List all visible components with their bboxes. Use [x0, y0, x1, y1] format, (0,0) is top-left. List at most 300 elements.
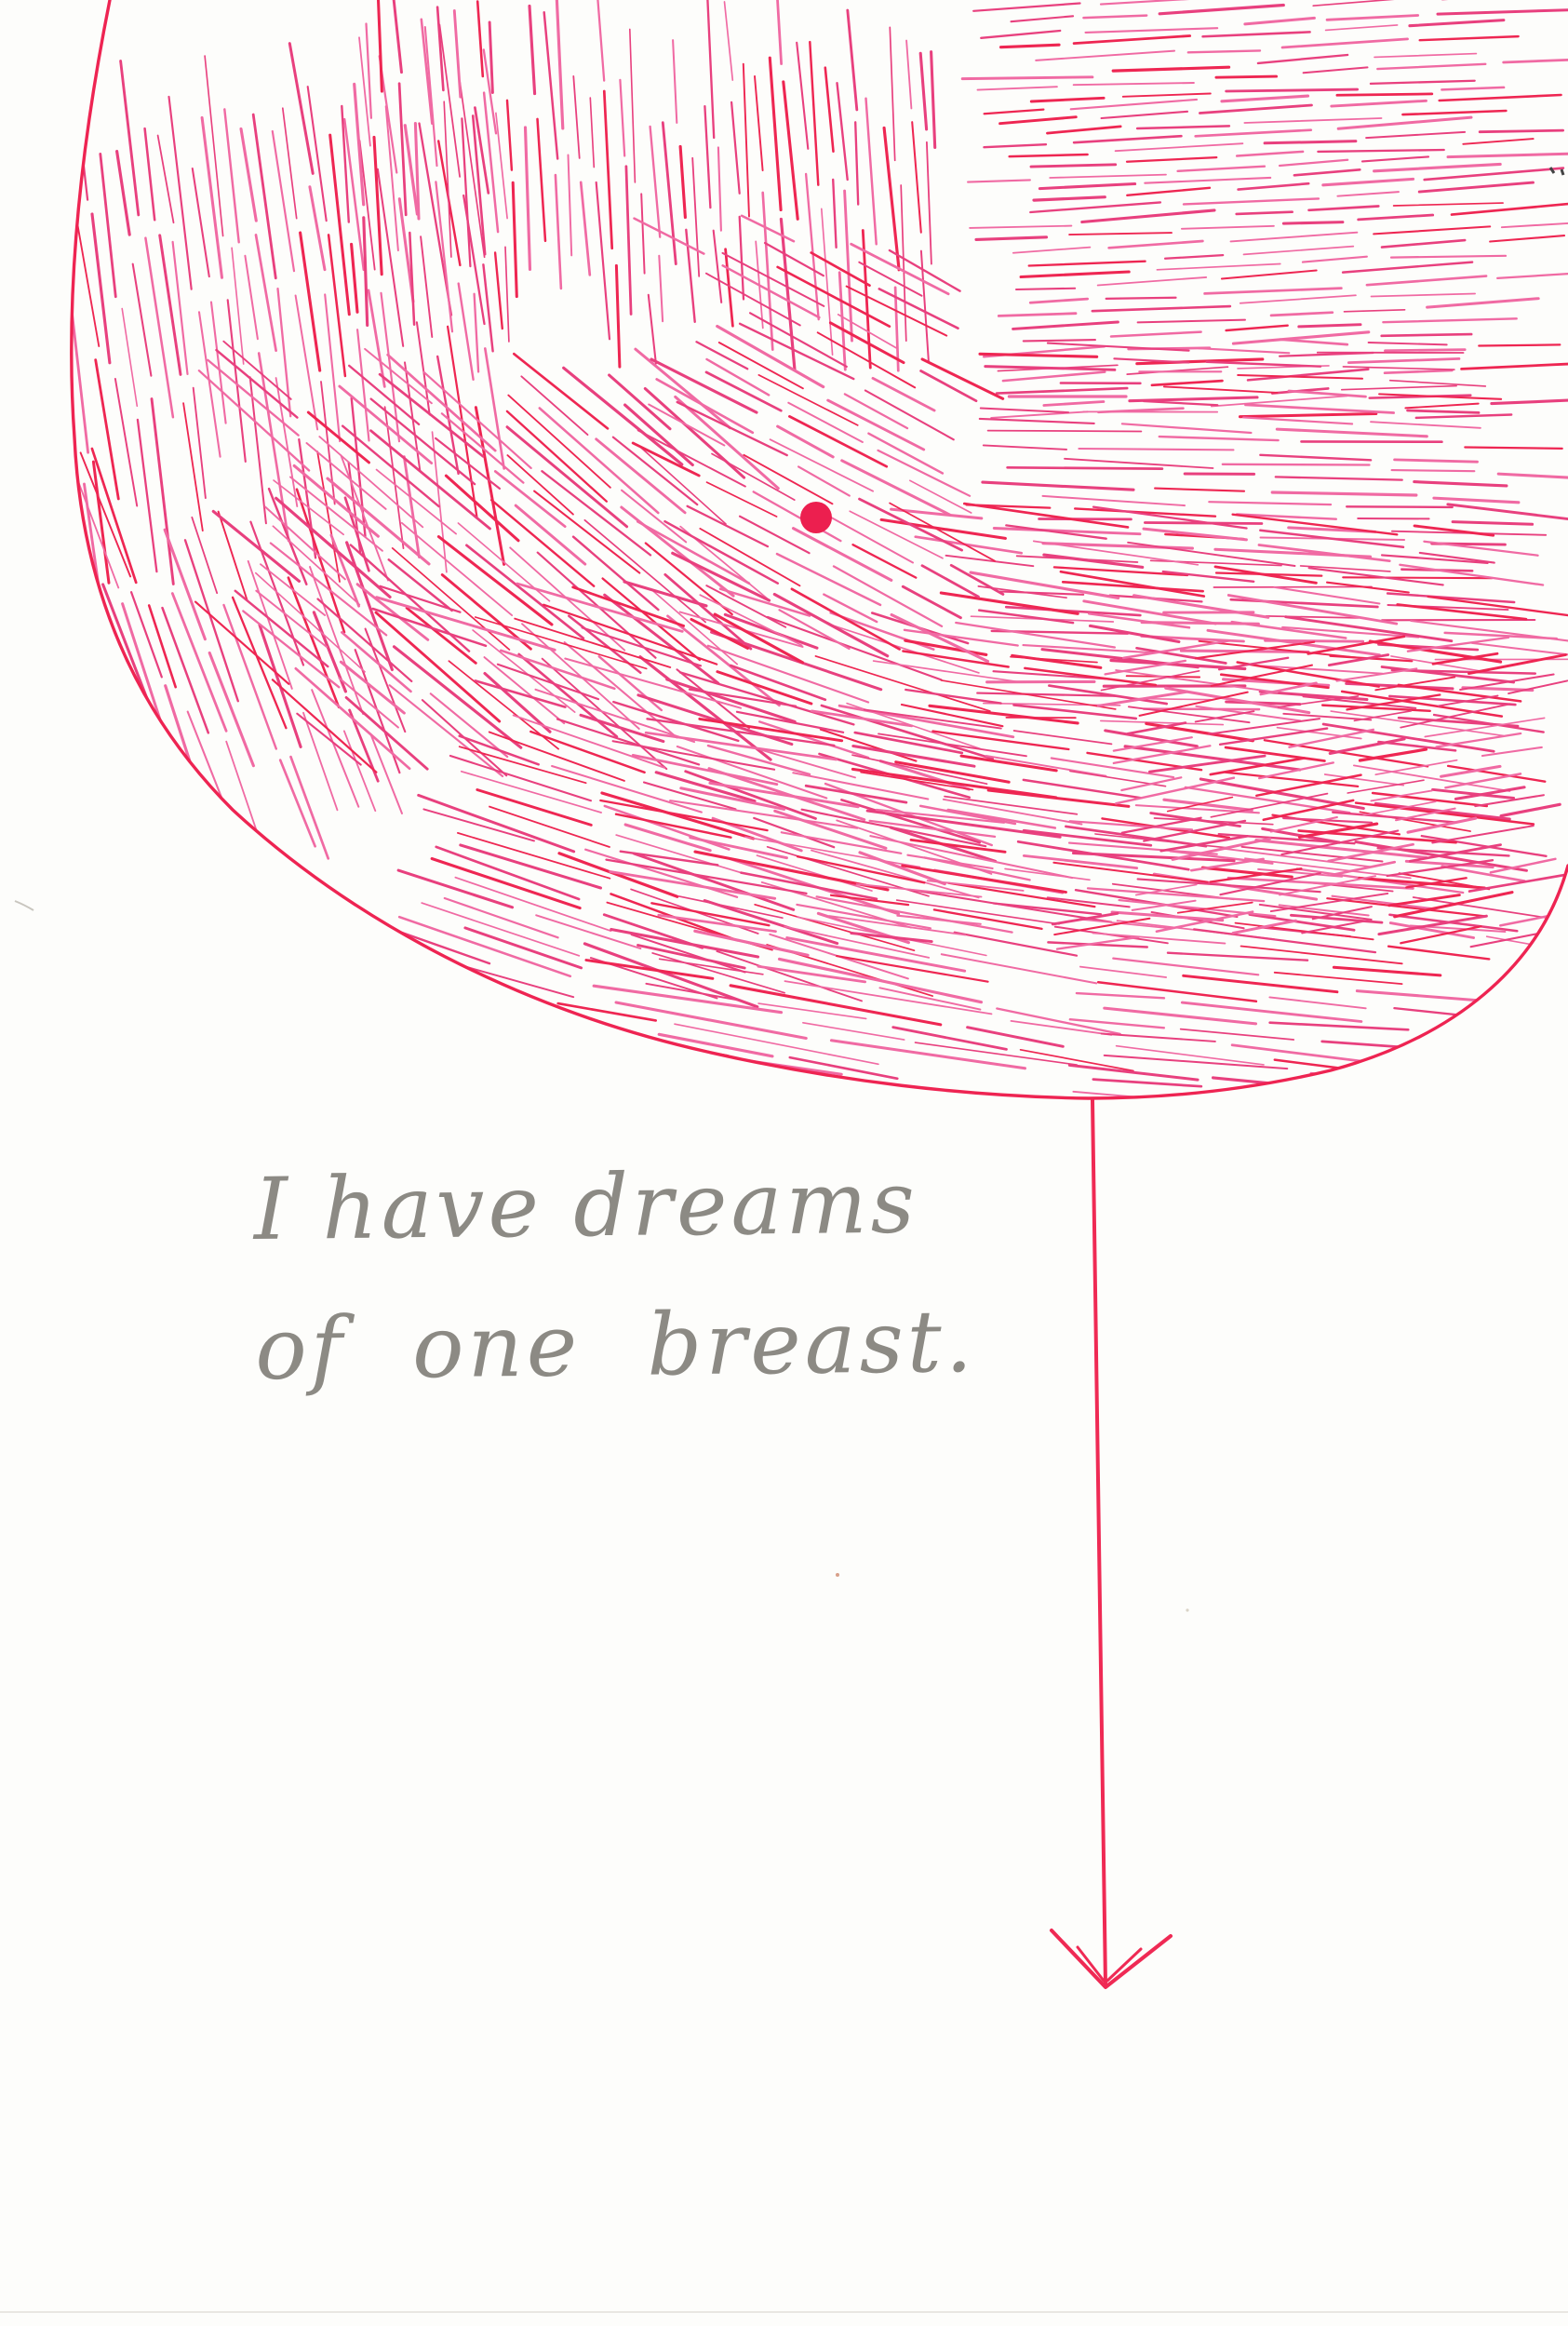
hatch-stroke	[195, 602, 288, 684]
hatch-stroke	[1432, 826, 1534, 842]
hatch-stroke	[848, 10, 857, 110]
hatch-stroke	[477, 2, 483, 77]
hatch-stroke	[342, 426, 438, 506]
hatch-stroke	[507, 101, 512, 170]
hatch-stroke	[158, 136, 174, 223]
hatch-stroke	[1348, 358, 1459, 362]
hatch-stroke	[1155, 489, 1244, 491]
hatch-stroke	[1392, 470, 1475, 471]
hatch-stroke	[1427, 299, 1539, 307]
hatch-stroke	[784, 82, 797, 219]
hatch-stroke	[1203, 32, 1310, 36]
hatch-stroke	[1145, 178, 1270, 183]
hatch-stroke	[1258, 55, 1347, 63]
hatch-stroke	[1299, 325, 1360, 327]
hatch-stroke	[646, 984, 738, 1001]
hatch-stroke	[833, 180, 836, 248]
hatch-stroke	[897, 916, 980, 924]
hatch-stroke	[145, 238, 173, 418]
hatch-stroke	[241, 128, 256, 221]
hatch-stroke	[573, 76, 579, 158]
hatch-stroke	[1237, 152, 1303, 156]
hatch-stroke	[1003, 372, 1105, 382]
hatch-stroke	[1440, 95, 1561, 101]
hatch-stroke	[810, 42, 818, 185]
hatch-stroke	[1113, 959, 1258, 975]
hatch-stroke	[377, 470, 457, 534]
hatch-stroke	[1013, 322, 1119, 329]
hatch-stroke	[1243, 417, 1352, 424]
hatch-stroke	[620, 80, 624, 156]
hatch-stroke	[1123, 94, 1211, 97]
hatch-stroke	[1382, 240, 1465, 248]
hatch-stroke	[1116, 143, 1243, 151]
hatch-stroke	[778, 426, 834, 457]
hatch-stroke	[1289, 391, 1366, 397]
hatch-stroke	[423, 809, 534, 840]
hatch-stroke	[446, 476, 518, 541]
hatch-stroke	[673, 40, 677, 123]
hatch-stroke	[723, 253, 824, 306]
hatch-stroke	[866, 99, 877, 245]
hatch-stroke	[1105, 1008, 1256, 1024]
hatch-stroke	[921, 371, 976, 401]
hatch-stroke	[1463, 139, 1533, 144]
hatch-stroke	[1390, 381, 1486, 386]
hatch-stroke	[604, 91, 611, 249]
hatch-stroke	[1082, 210, 1214, 222]
hatch-stroke	[1112, 912, 1223, 921]
hatch-stroke	[878, 450, 971, 496]
hatch-stroke	[1322, 1042, 1445, 1050]
hatch-stroke	[1137, 126, 1229, 128]
hatch-stroke	[1244, 247, 1354, 255]
hatch-stroke	[133, 264, 152, 376]
hatch-stroke	[1374, 226, 1490, 234]
hatch-stroke	[1367, 276, 1486, 286]
hatch-stroke	[1012, 16, 1074, 21]
hatch-stroke	[367, 24, 371, 118]
hatch-stroke	[131, 592, 162, 677]
hatch-stroke	[822, 208, 833, 355]
hatch-stroke	[1010, 155, 1088, 156]
hatch-stroke	[529, 6, 535, 93]
hatch-stroke	[1377, 64, 1485, 69]
hatch-stroke	[1275, 587, 1380, 604]
hatch-stroke	[1441, 87, 1504, 90]
hatch-stroke	[1498, 474, 1568, 477]
hatch-stroke	[590, 98, 594, 168]
hatch-stroke	[224, 605, 276, 749]
hatch-stroke	[556, 175, 561, 289]
hatch-stroke	[742, 216, 794, 241]
paper-speck	[836, 1573, 839, 1577]
hatch-stroke	[638, 430, 745, 486]
hatch-stroke	[777, 0, 782, 63]
hatch-stroke	[707, 0, 715, 138]
hatch-stroke	[199, 312, 221, 456]
hatch-stroke	[884, 128, 899, 270]
hatch-stroke	[1408, 410, 1479, 412]
hatch-stroke	[484, 49, 496, 133]
hatch-stroke	[1465, 448, 1561, 449]
hatch-stroke	[1184, 198, 1319, 204]
hatch-stroke	[245, 256, 258, 339]
hatch-stroke	[574, 1055, 704, 1075]
hatch-stroke	[569, 155, 572, 256]
hatch-stroke	[825, 68, 834, 152]
hatch-stroke	[1462, 364, 1568, 370]
hatch-stroke	[985, 110, 1044, 114]
hatch-stroke	[117, 152, 130, 235]
hatch-stroke	[1184, 975, 1337, 991]
hatch-stroke	[1125, 746, 1300, 770]
hatch-stroke	[740, 517, 810, 554]
hatch-stroke	[489, 733, 624, 781]
hatch-stroke	[763, 193, 773, 350]
hatch-stroke	[983, 482, 1133, 490]
hatch-stroke	[1372, 294, 1476, 297]
hatch-stroke	[1277, 429, 1427, 437]
hatch-stroke	[372, 965, 463, 991]
hatch-stroke	[853, 746, 974, 767]
caption-line-2: of one breast.	[254, 1291, 977, 1399]
hatch-stroke	[1194, 929, 1375, 952]
hatch-stroke	[686, 230, 694, 322]
hatch-stroke	[1013, 248, 1091, 253]
hatch-stroke	[1065, 459, 1213, 468]
hatch-stroke	[103, 585, 166, 746]
hatch-stroke	[714, 231, 722, 303]
hatch-stroke	[1079, 449, 1233, 450]
hatch-stroke	[318, 599, 412, 681]
hatch-stroke	[873, 378, 934, 410]
hatch-stroke	[405, 362, 420, 471]
hatch-stroke	[903, 586, 960, 618]
hatch-stroke	[1127, 367, 1227, 374]
hatch-stroke	[183, 403, 203, 531]
hatch-stroke	[1280, 160, 1347, 166]
paper-speck	[1186, 1608, 1188, 1611]
hatch-stroke	[1330, 739, 1404, 754]
hatch-stroke	[725, 2, 733, 80]
hatch-stroke	[1209, 502, 1331, 504]
hatch-stroke	[1052, 759, 1173, 778]
hatch-stroke	[1410, 20, 1504, 26]
hatch-stroke	[744, 64, 749, 217]
hatch-stroke	[455, 878, 610, 932]
hatch-stroke	[1366, 132, 1465, 138]
hatch-stroke	[921, 251, 929, 363]
hatch-stroke	[794, 529, 891, 581]
hatch-stroke	[1157, 264, 1280, 270]
hatch-stroke	[1501, 804, 1560, 815]
hatch-stroke	[364, 218, 368, 326]
hatch-stroke	[514, 716, 664, 768]
hatch-stroke	[1504, 60, 1568, 62]
hatch-stroke	[459, 284, 474, 380]
hatch-stroke	[910, 480, 972, 513]
hatch-stroke	[1014, 731, 1112, 744]
hatch-stroke	[1469, 873, 1568, 891]
hatch-stroke	[1182, 226, 1274, 229]
hatch-stroke	[1386, 350, 1466, 351]
hatch-stroke	[1313, 0, 1413, 6]
hatching-strokes	[69, 0, 1568, 1111]
hatch-stroke	[92, 214, 110, 363]
hatch-stroke	[973, 4, 1079, 11]
hatch-stroke	[881, 519, 1005, 538]
hatch-stroke	[72, 193, 99, 346]
hatch-stroke	[1434, 498, 1519, 503]
hatch-stroke	[233, 598, 286, 728]
hatch-stroke	[1237, 212, 1293, 214]
hatch-stroke	[1113, 67, 1228, 71]
hatch-stroke	[1024, 340, 1095, 341]
hatch-stroke	[1244, 118, 1381, 123]
hatch-stroke	[1333, 967, 1440, 975]
hatch-stroke	[1245, 18, 1315, 24]
hatch-stroke	[581, 182, 590, 276]
hatch-stroke	[861, 773, 972, 790]
hatch-stroke	[526, 128, 530, 270]
hatch-stroke	[1199, 348, 1290, 353]
hatch-stroke	[1382, 334, 1472, 336]
hatch-stroke	[1102, 1034, 1215, 1042]
hatch-stroke	[635, 219, 704, 254]
hatch-stroke	[1266, 616, 1359, 618]
hatch-stroke	[489, 22, 492, 93]
hatch-stroke	[1226, 326, 1288, 330]
hatch-stroke	[1246, 405, 1394, 413]
hatch-stroke	[1168, 953, 1307, 961]
hatch-stroke	[1375, 760, 1456, 775]
hatch-stroke	[378, 0, 382, 91]
hatch-stroke	[544, 12, 558, 158]
hatch-stroke	[605, 595, 718, 683]
hatch-stroke	[1329, 844, 1414, 861]
hatch-stroke	[1369, 343, 1447, 344]
hatch-stroke	[839, 273, 845, 370]
hatch-stroke	[905, 690, 1000, 704]
hatch-stroke	[1219, 1090, 1400, 1111]
hatch-stroke	[515, 619, 670, 667]
caption-line-1: I have dreams	[253, 1152, 919, 1259]
hatch-stroke	[1472, 643, 1568, 655]
hatch-stroke	[1165, 255, 1223, 259]
hatch-stroke	[697, 342, 748, 369]
hatch-stroke	[1127, 188, 1210, 195]
hatch-stroke	[169, 97, 192, 289]
hatch-stroke	[853, 545, 917, 577]
hatch-stroke	[1508, 680, 1567, 693]
hatch-stroke	[630, 29, 636, 182]
hatch-stroke	[1074, 83, 1194, 85]
hatch-stroke	[1414, 482, 1507, 486]
hatch-stroke	[534, 491, 639, 573]
hatch-stroke	[1207, 362, 1320, 367]
hatch-stroke	[1029, 262, 1146, 266]
hatch-stroke	[770, 58, 781, 209]
hatch-stroke	[1008, 467, 1162, 468]
hatch-stroke	[530, 732, 644, 773]
hatch-stroke	[460, 81, 484, 257]
hatch-stroke	[1102, 112, 1187, 118]
hatch-stroke	[390, 685, 503, 776]
hatch-stroke	[1374, 54, 1476, 58]
hatch-stroke	[1223, 464, 1370, 465]
hatch-stroke	[454, 11, 461, 98]
hatch-stroke	[145, 128, 155, 220]
hatch-stroke	[891, 615, 987, 662]
hatch-stroke	[538, 119, 546, 241]
hatch-stroke	[352, 244, 357, 312]
hatch-stroke	[1181, 1029, 1294, 1040]
hatch-stroke	[224, 109, 238, 242]
hatch-stroke	[138, 420, 157, 571]
hatch-stroke	[704, 106, 710, 208]
hatch-stroke	[1001, 45, 1060, 47]
hatch-stroke	[115, 379, 137, 506]
hatch-stroke	[636, 349, 730, 428]
hatch-stroke	[584, 520, 705, 623]
hatch-stroke	[1416, 415, 1511, 418]
hatch-stroke	[906, 41, 911, 109]
hatch-stroke	[997, 388, 1127, 394]
hatch-stroke	[931, 52, 935, 148]
hatch-stroke	[1492, 399, 1568, 403]
arrow-shaft	[1092, 1100, 1106, 1985]
hatch-stroke	[1337, 192, 1399, 196]
hatch-stroke	[235, 591, 328, 666]
hatch-stroke	[1144, 709, 1259, 710]
hatch-stroke	[980, 419, 1094, 424]
hatch-stroke	[1109, 241, 1203, 248]
hatch-stroke	[718, 147, 721, 230]
hatch-stroke	[1050, 175, 1166, 178]
hatch-stroke	[538, 553, 656, 658]
hatch-stroke	[922, 566, 978, 597]
hatch-stroke	[75, 657, 119, 767]
hatch-stroke	[1069, 1065, 1198, 1080]
hatch-stroke	[626, 167, 631, 315]
hatch-stroke	[1000, 117, 1077, 124]
hatch-stroke	[803, 1023, 905, 1040]
hatch-stroke	[120, 779, 145, 852]
hatch-stroke	[1039, 184, 1134, 189]
hatch-stroke	[1044, 402, 1104, 406]
hatch-stroke	[1270, 1023, 1409, 1030]
hatch-stroke	[984, 144, 1046, 147]
hatch-stroke	[1233, 921, 1295, 933]
hatch-stroke	[1239, 183, 1309, 189]
hatch-stroke	[1231, 233, 1358, 242]
hatch-stroke	[1438, 10, 1568, 14]
hatch-stroke	[641, 194, 644, 273]
hatch-stroke	[962, 77, 1092, 79]
hatch-stroke	[399, 84, 406, 215]
nipple-dot	[800, 502, 832, 533]
hatch-stroke	[296, 296, 318, 430]
hatch-stroke	[1326, 25, 1398, 31]
hatch-stroke	[1152, 381, 1223, 385]
hatch-stroke	[1405, 404, 1478, 409]
hatch-stroke	[1374, 164, 1501, 170]
hatch-stroke	[1428, 597, 1568, 616]
hatch-stroke	[173, 242, 188, 374]
hatch-stroke	[250, 377, 266, 523]
hatch-stroke	[431, 693, 507, 757]
hatch-stroke	[386, 106, 398, 250]
hatch-stroke	[692, 158, 699, 276]
hatch-stroke	[1490, 235, 1564, 241]
hatch-stroke	[1031, 165, 1116, 167]
hatch-stroke	[1303, 257, 1367, 262]
hatch-stroke	[357, 329, 369, 440]
hatch-stroke	[1083, 16, 1146, 19]
hatch-stroke	[1178, 167, 1265, 171]
hatch-stroke	[1074, 136, 1181, 142]
hatch-stroke	[436, 847, 579, 899]
hatch-stroke	[1042, 650, 1198, 667]
hatch-stroke	[1302, 921, 1367, 933]
hatch-stroke	[1283, 222, 1343, 224]
hatch-stroke	[138, 752, 175, 855]
hatch-stroke	[1425, 168, 1563, 181]
hatch-stroke	[1422, 836, 1547, 856]
hatch-stroke	[1080, 967, 1166, 977]
hatch-stroke	[208, 360, 298, 436]
hatch-stroke	[462, 118, 470, 266]
hatch-stroke	[828, 400, 924, 450]
hatch-stroke	[193, 168, 209, 276]
hatch-stroke	[371, 399, 475, 484]
hatch-stroke	[851, 934, 931, 942]
hatch-stroke	[399, 932, 489, 963]
hatch-stroke	[1074, 36, 1190, 44]
hatch-stroke	[649, 295, 656, 364]
hatch-stroke	[1275, 973, 1402, 984]
hatch-stroke	[491, 500, 594, 586]
hatch-stroke	[986, 756, 1106, 776]
hatch-stroke	[1395, 460, 1478, 462]
hatch-stroke	[1448, 504, 1568, 520]
hatch-stroke	[916, 1042, 1078, 1065]
hatch-stroke	[243, 612, 339, 688]
hatch-stroke	[1343, 262, 1472, 273]
hatch-stroke	[289, 44, 313, 174]
hatch-stroke	[1271, 313, 1333, 316]
hatch-stroke	[981, 409, 1068, 413]
hatch-stroke	[505, 247, 509, 342]
hatch-stroke	[540, 409, 659, 514]
hatch-stroke	[1387, 594, 1514, 603]
hatch-stroke	[425, 27, 437, 166]
hatch-stroke	[301, 233, 320, 370]
hatch-stroke	[680, 146, 685, 217]
hatch-stroke	[483, 264, 492, 351]
hatch-stroke	[596, 182, 610, 339]
hatch-stroke	[261, 564, 325, 615]
hatch-stroke	[1144, 529, 1246, 540]
hatch-stroke	[1479, 344, 1560, 345]
hatch-stroke	[1327, 16, 1418, 20]
hatch-stroke	[991, 411, 1088, 418]
hatch-stroke	[758, 375, 857, 425]
hatch-stroke	[226, 742, 271, 874]
hatch-stroke	[1311, 1073, 1449, 1088]
hatch-stroke	[1389, 1069, 1479, 1079]
